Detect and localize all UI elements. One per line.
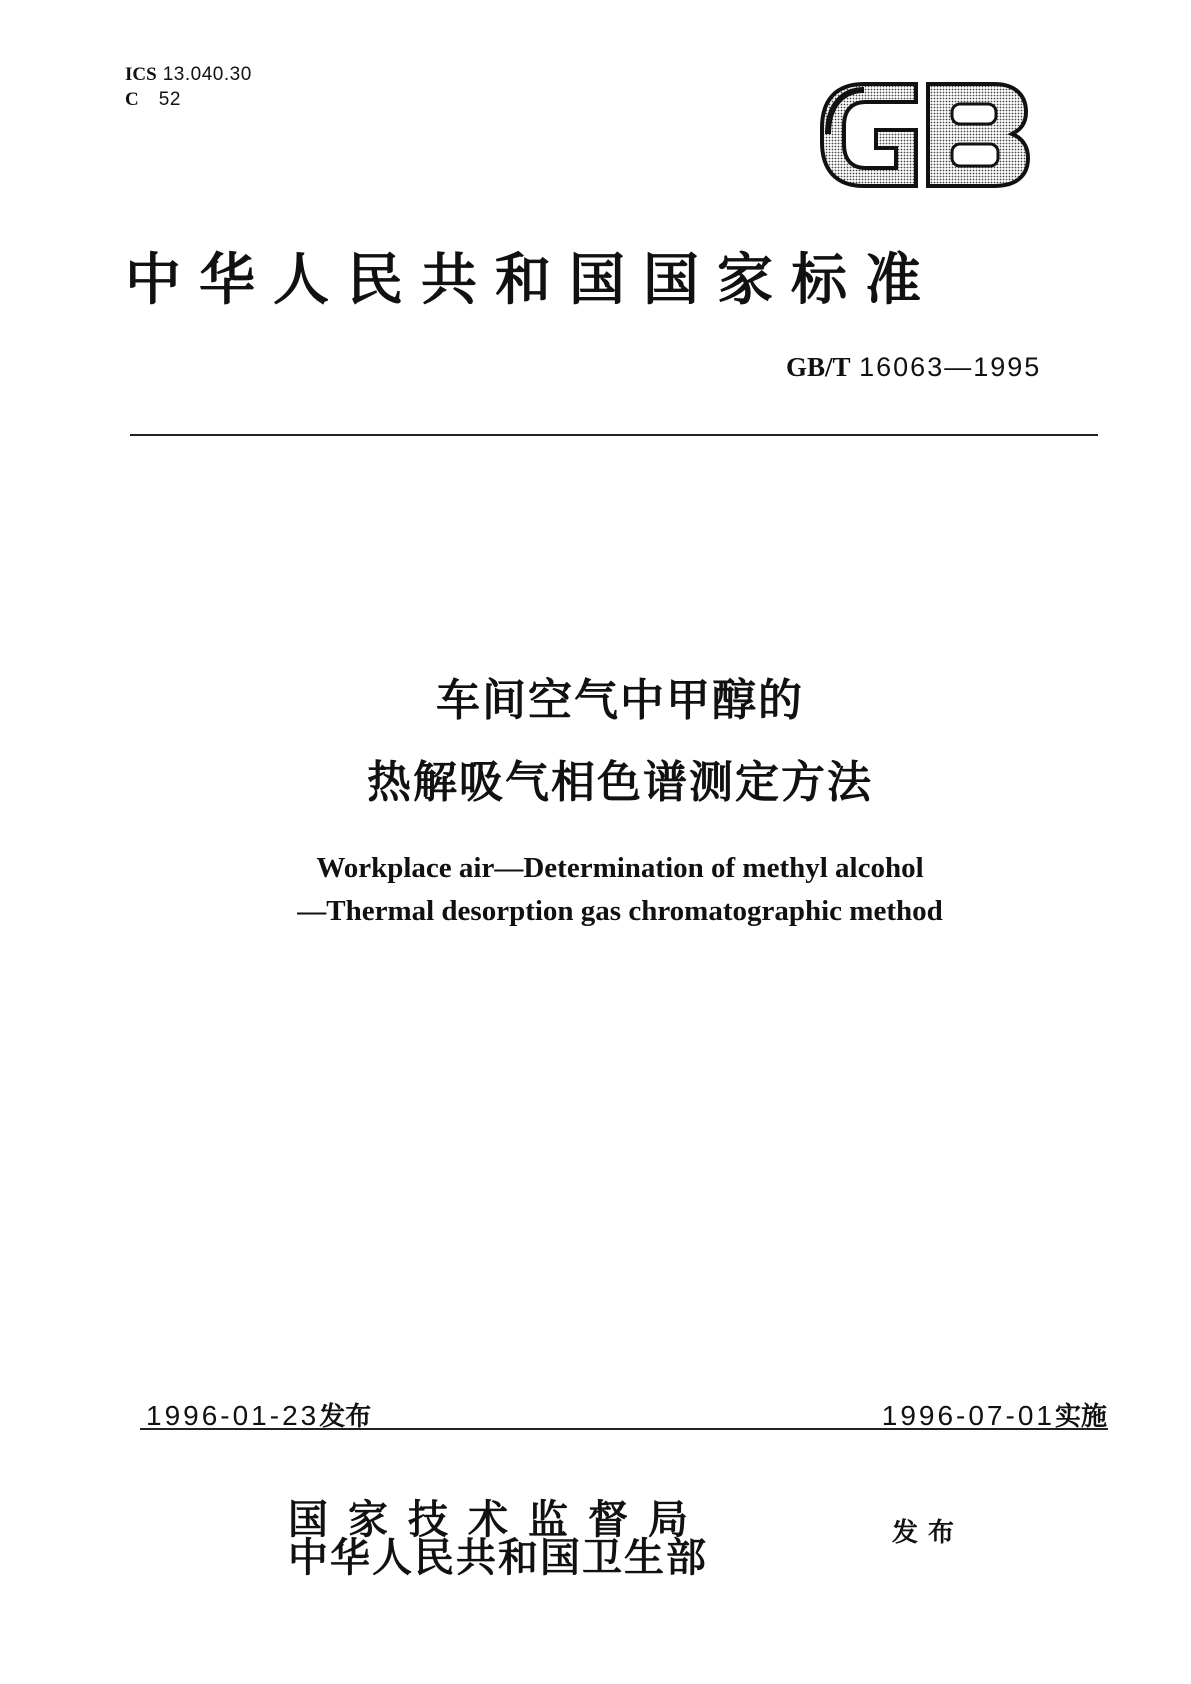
footer-divider bbox=[140, 1428, 1108, 1430]
ics-code bbox=[125, 62, 252, 87]
issuer-action: 发布 bbox=[892, 1518, 965, 1548]
implementation-date-label: 实施 bbox=[1054, 1402, 1107, 1432]
classification-codes bbox=[125, 62, 252, 112]
chinese-title-line-2: 热解吸气相色谱测定方法 bbox=[367, 757, 873, 808]
standard-number-value: 16063—1995 bbox=[859, 352, 1042, 382]
chinese-title-line-1: 车间空气中甲醇的 bbox=[436, 675, 804, 726]
header-divider bbox=[130, 434, 1098, 436]
ics-label: ICS bbox=[125, 64, 157, 85]
issue-date-value: 1996-01-23 bbox=[146, 1400, 320, 1431]
ics-value: 13.040.30 bbox=[162, 64, 252, 85]
implementation-date-value: 1996-07-01 bbox=[881, 1400, 1055, 1431]
english-title-line-2: —Thermal desorption gas chromatographic method bbox=[297, 895, 943, 927]
standard-title: 中华人民共和国国家标准 bbox=[125, 247, 939, 313]
issuer-line-1: 国家技术监督局 bbox=[288, 1496, 708, 1543]
ccs-code bbox=[125, 87, 252, 112]
english-title-line-1: Workplace air—Determination of methyl alcohol bbox=[316, 852, 924, 884]
issuer-line-2: 中华人民共和国卫生部 bbox=[288, 1534, 708, 1581]
issue-date-label: 发布 bbox=[319, 1402, 372, 1432]
ccs-value: 52 bbox=[158, 89, 181, 110]
standard-number-prefix: GB/T bbox=[786, 352, 851, 382]
gb-standard-logo-icon bbox=[816, 76, 1032, 194]
standard-number bbox=[786, 352, 1041, 383]
ccs-label: C bbox=[125, 89, 139, 110]
